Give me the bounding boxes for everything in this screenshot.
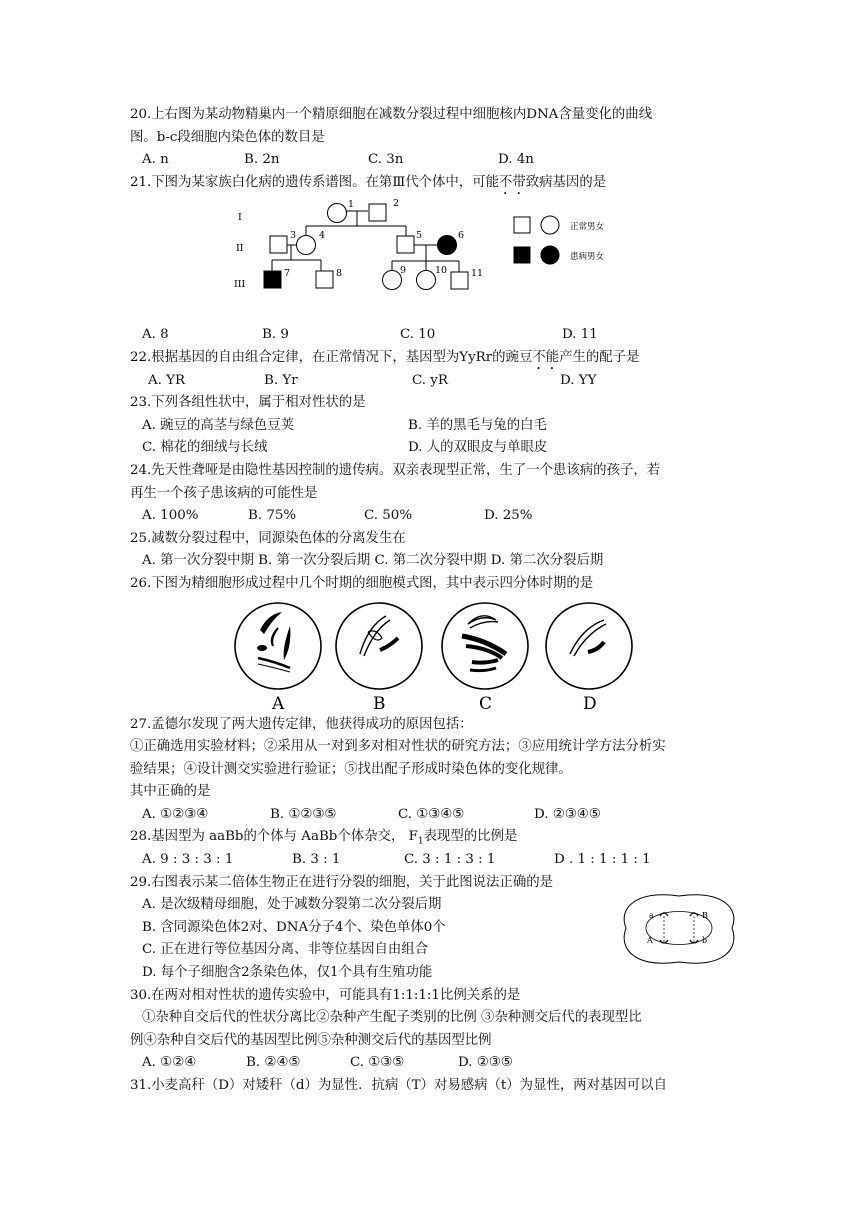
legend-normal-female [541,216,559,234]
q21-stem-emphasis: 不带 [498,174,526,190]
cell-membrane [624,894,734,962]
label-9: 9 [400,265,407,277]
label-7: 7 [284,268,291,280]
q27-option-c: C. ①③④⑤ [398,806,465,822]
q22-option-b: B. Yr [264,372,298,388]
label-b-upper: B [702,910,708,920]
cell-d [546,603,632,689]
q30-stem: 30.在两对相对性状的遗传实验中，可能具有1:1:1:1比例关系的是 [130,987,521,1003]
q28-option-a: A. 9 : 3 : 3 : 1 [142,852,234,868]
q29-stem: 29.右图表示某二倍体生物正在进行分裂的细胞，关于此图说法正确的是 [130,874,554,890]
legend-affected-text: 患病男女 [570,252,605,263]
q21-stem-part2: 致病基因的是 [525,174,607,190]
q26-stem: 26.下图为精细胞形成过程中几个时期的细胞模式图，其中表示四分体时期的是 [130,575,594,591]
q30-option-b: B. ②④⑤ [246,1055,301,1071]
q21-option-b: B. 9 [262,327,289,343]
generation-label-III: III [234,279,246,291]
q28-options [130,849,730,872]
q24-option-d: D. 25% [484,508,533,524]
q21-option-a: A. 8 [142,327,169,343]
q22-options [130,370,730,393]
q27-option-a: A. ①②③④ [142,806,209,822]
label-5: 5 [416,230,423,242]
label-3: 3 [290,230,297,242]
q29-option-c: C. 正在进行等位基因分离、非等位基因自由组合 [142,942,429,958]
q29-block [130,872,730,985]
individual-6 [438,236,457,255]
q29-option-d: D. 每个子细胞含2条染色体，仅1个具有生殖功能 [142,965,433,981]
individual-9 [383,271,402,290]
generation-label-I: I [238,212,242,224]
q28-stem [130,826,730,849]
q22-stem-emphasis: 不能 [532,349,560,365]
cell-a [235,603,321,689]
legend-affected-male [514,247,530,263]
q27-stem: 27.孟德尔发现了两大遗传定律，他获得成功的原因包括： [130,716,473,732]
label-6: 6 [458,230,465,242]
q22-option-c: C. yR [412,372,448,388]
cell-label-c: C [479,693,493,714]
cell-b [336,603,422,689]
q27-prompt: 其中正确的是 [130,784,211,800]
q23-option-b: B. 羊的黑毛与兔的白毛 [408,417,547,433]
q25-options: A. 第一次分裂中期 B. 第一次分裂后期 C. 第二次分裂中期 D. 第二次分裂后期 [142,553,604,569]
individual-1 [328,204,347,223]
q27-options [130,804,730,827]
q24-option-c: C. 50% [364,508,413,524]
q30-option-a: A. ①②④ [142,1055,197,1071]
q22-stem [130,347,730,370]
legend-normal-text: 正常男女 [570,222,605,233]
q29-option-b: B. 含同源染色体2对、DNA分子4个、染色单体0个 [142,919,446,935]
q28-option-b: B. 3 : 1 [292,852,341,868]
q27-items-line1: ①正确选用实验材料；②采用从一对到多对相对性状的研究方法；③应用统计学方法分析实 [130,739,666,755]
q23-options-row1 [130,415,730,438]
q23-option-a: A. 豌豆的高茎与绿色豆荚 [142,417,295,433]
q23-option-c: C. 棉花的细绒与长绒 [142,440,268,456]
chromosomes-d [570,620,606,656]
q28-option-c: C. 3 : 1 : 3 : 1 [404,852,496,868]
cell-diagrams [130,596,730,714]
q28-stem-part1: 28.基因型为 aaBb的个体与 AaBb个体杂交， F [130,829,418,845]
dividing-cell-figure [616,888,742,970]
generation-label-II: II [236,243,244,255]
q25-stem: 25.减数分裂过程中，同源染色体的分离发生在 [130,530,406,546]
q20-stem-line1: 20.上右图为某动物精巢内一个精原细胞在减数分裂过程中细胞核内DNA含量变化的曲线 [130,107,653,122]
label-4: 4 [319,230,326,242]
q23-stem: 23.下列各组性状中，属于相对性状的是 [130,395,366,411]
q20-options [130,149,730,172]
q23-option-d: D. 人的双眼皮与单眼皮 [408,440,548,456]
individual-5 [397,236,414,253]
q27-items-line2: 验结果；④设计测交实验进行验证；⑤找出配子形成时染色体的变化规律。 [130,761,572,777]
q28-f1-subscript: 1 [417,837,424,848]
label-8: 8 [336,268,343,280]
q22-option-a: A. YR [148,372,186,388]
q24-stem-line2: 再生一个孩子患该病的可能性是 [130,485,318,501]
q30-items-line1: ①杂种自交后代的性状分离比②杂种产生配子类别的比例 ③杂种测交后代的表现型比 [142,1010,642,1026]
q24-option-b: B. 75% [248,508,297,524]
individual-2 [369,204,386,221]
legend-normal-male [514,217,530,233]
label-a-upper: A [647,935,653,945]
individual-3 [270,236,287,253]
q27-option-b: B. ①②③⑤ [270,806,337,822]
q28-stem-part2: 表现型的比例是 [423,829,518,845]
pedigree-chart [130,194,730,324]
q27-option-d: D. ②③④⑤ [534,806,601,822]
q21-option-d: D. 11 [562,327,598,343]
label-11: 11 [471,268,484,280]
individual-4 [297,236,316,255]
individual-10 [417,271,436,290]
cell-label-d: D [583,693,597,714]
q23-options-row2 [130,437,730,460]
individual-8 [316,271,333,288]
exam-page [130,104,730,1098]
q30-items-line2: 例④杂种自交后代的基因型比例⑤杂种测交后代的基因型比例 [130,1032,492,1048]
chromosomes [660,913,698,943]
q21-option-c: C. 10 [400,327,436,343]
q24-stem-line1: 24.先天性聋哑是由隐性基因控制的遗传病。双亲表现型正常，生了一个患该病的孩子，若 [130,462,661,478]
q22-stem-part2: 产生的配子是 [559,349,640,365]
q30-option-d: D. ②③⑤ [458,1055,513,1071]
q31-stem: 31.小麦高秆（D）对矮秆（d）为显性．抗病（T）对易感病（t）为显性，两对基因可以自 [130,1078,667,1093]
q24-option-a: A. 100% [142,508,199,524]
q20-stem-line2: 图。b-c段细胞内染色体的数目是 [130,129,325,145]
cell-label-b: B [373,693,386,714]
q22-stem-part1: 22.根据基因的自由组合定律，在正常情况下，基因型为YyRr的豌豆 [130,349,533,365]
chromosomes-b [360,616,398,656]
q28-option-d: D . 1 : 1 : 1 : 1 [554,852,651,868]
q20-option-c: C. 3n [368,152,404,168]
q20-option-a: A. n [142,152,169,168]
label-1: 1 [348,199,355,211]
q20-option-b: B. 2n [244,152,280,168]
label-a-lower: a [649,910,654,920]
q30-option-c: C. ①③⑤ [350,1055,405,1071]
label-10: 10 [435,265,448,277]
chromosomes-a [257,612,290,672]
q21-stem-part1: 21.下图为某家族白化病的遗传系谱图。在第Ⅲ代个体中，可能 [130,174,499,190]
q21-stem [130,172,730,195]
individual-7 [264,271,281,288]
q21-options [130,324,730,347]
label-b-lower: b [702,935,708,945]
legend-affected-female [541,246,559,264]
q29-option-a: A. 是次级精母细胞，处于减数分裂第二次分裂后期 [142,897,442,913]
chromosomes-c [462,615,506,670]
q30-options [130,1052,730,1075]
q20-option-d: D. 4n [498,152,534,168]
q24-options [130,505,730,528]
label-2: 2 [393,198,400,210]
cell-label-a: A [272,693,285,714]
q22-option-d: D. YY [560,372,597,388]
individual-11 [451,272,468,289]
